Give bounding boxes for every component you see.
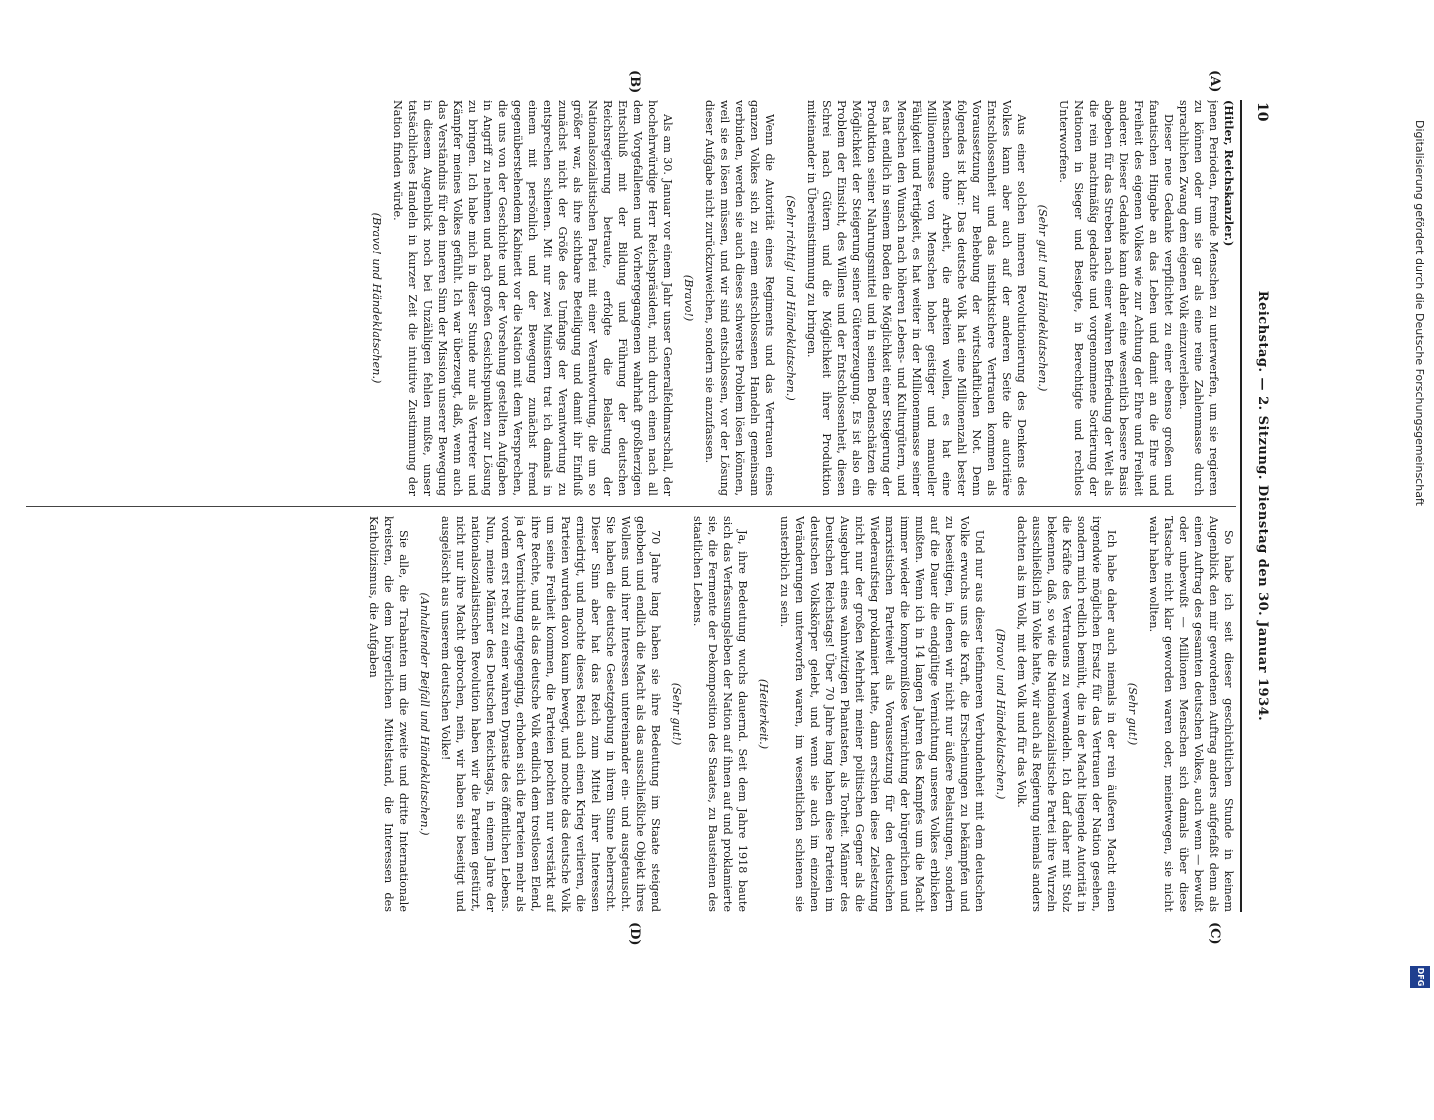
margin-letter-a: (A) bbox=[1207, 70, 1222, 93]
right-column bbox=[26, 516, 1236, 912]
interjection: (Sehr gut!) bbox=[1126, 682, 1139, 746]
paragraph: Und nur aus dieser tiefinneren Verbundenheit mit dem deutschen Volke erwuchs uns die Kraft, die Erscheinungen zu bekämpfen und zu beseitigen, in denen wir nicht nur äußere Belastungen, sondern auf die Dauer die endgültige Vernichtung unseres Volkes erblicken mußten. Wenn ich in 14 langen Jahren des Kampfes um die Macht immer wieder die kompromißlose Vernichtung der bürgerlichen und marxistischen Parteiwelt als Voraussetzung für den deutschen Wiederaufstieg proklamiert hatte, dann erschien diese Zielsetzung nicht nur der großen Mehrheit meiner politischen Gegner als die Ausgeburt eines wahnwitzigen Phantasten, als Torheit. Männer des Deutschen Reichstags! Über 70 Jahre lang haben diese Parteien im deutschen Volkskörper gelebt, und wenn sie auch im einzelnen Veränderungen unterworfen waren, im wesentlichen schienen sie unsterblich zu sein. bbox=[778, 516, 986, 912]
interjection: (Bravo!) bbox=[682, 274, 695, 322]
interjection: (Sehr gut! und Händeklatschen.) bbox=[1036, 204, 1049, 392]
paragraph: 70 Jahre lang haben sie ihre Bedeutung im Staate steigend gehoben und endlich die Macht als das ausschließliche Objekt ihres Wollens und ihrer Interessen untereinander ein- und ausgetauscht. Sie haben die deutsche Gesetzgebung in ihrem Sinne beherrscht. Dieser Sinn aber hat das Reich zum Mittel ihrer Interessen erniedrigt, und mochte dieses Reich auch einen Krieg verlieren, die Parteien wurden davon kaum bewegt, und mochte das deutsche Volk um seine Freiheit kommen, die Parteien pochten nur verstärkt auf ihre Rechte, und als das deutsche Volk endlich dem trostlosen Elend, ja der Vernichtung entgegenging, erhoben sich die Parteien mehr als vordem erst recht zu einer wahren Dynastie des öffentlichen Lebens. Nun, meine Männer des Deutschen Reichstags, in einem Jahre der nationalsozialistischen Revolution haben wir die Parteien gestürzt, nicht nur ihre Macht gebrochen, nein, wir haben sie beseitigt und ausgelöscht aus unserem deutschen Volke! bbox=[439, 516, 662, 912]
interjection: (Anhaltender Beifall und Händeklatschen.) bbox=[418, 592, 431, 836]
paragraph: Ich habe daher auch niemals in der rein äußeren Macht einen irgendwie möglichen Ersatz für das Vertrauen der Nation gesehen, sondern mich redlich bemüht, die in der Macht liegende Autorität in die Kräfte des Vertrauens zu verwandeln. Ich darf daher mit Stolz bekennen, daß, so wie die Nationalsozialistische Partei ihre Wurzeln ausschließlich im Volke hatte, wir auch als Regierung niemals anders dachten als im Volk, mit dem Volk und für das Volk. bbox=[1015, 516, 1118, 912]
digitization-credit: Digitalisierung gefördert durch die Deutsche Forschungsgemeinschaft bbox=[1413, 120, 1426, 506]
paragraph: Sie alle, die Trabanten um die zweite und dritte Internationale kreisten, die dem bürgerlichen Mittelstand, die Interessen des Katholizismus, die Aufgaben bbox=[367, 516, 410, 912]
paragraph: jenen Perioden, fremde Menschen zu unterwerfen, um sie regieren zu können oder um sie gar als eine reine Zahlenmasse durch sprachlichen Zwang dem eigenen Volk einzuverleiben. bbox=[1177, 100, 1220, 496]
column-divider bbox=[26, 506, 1236, 507]
paragraph: So habe ich seit dieser geschichtlichen Stunde in keinem Augenblick den mir gewordenen Auftrag anders aufgefaßt denn als einen Auftrag des gesamten deutschen Volkes, auch wenn — bewußt oder unbewußt — Millionen Menschen sich damals über diese Tatsache nicht klar geworden waren oder, meinetwegen, sie nicht wahr haben wollten. bbox=[1147, 516, 1235, 912]
interjection: (Heiterkeit.) bbox=[757, 678, 770, 750]
margin-letter-d: (D) bbox=[627, 922, 642, 946]
paragraph: Ja, ihre Bedeutung wuchs dauernd. Seit dem Jahre 1918 baute sich das Verfassungsleben der Nation auf ihnen auf und proklamierte sie, die Fermente der Dekomposition des Staates, zu Bausteinen des staatlichen Lebens. bbox=[691, 516, 749, 912]
page-header bbox=[1240, 100, 1282, 912]
margin-letter-c: (C) bbox=[1207, 922, 1222, 945]
interjection: (Bravo! und Händeklatschen.) bbox=[370, 212, 383, 384]
dfg-logo: DFG bbox=[1410, 966, 1430, 988]
left-column bbox=[26, 100, 1236, 496]
page-title: Reichstag. — 2. Sitzung. Dienstag den 30. Januar 1934. bbox=[1255, 290, 1270, 722]
page-number: 10 bbox=[1254, 102, 1270, 122]
document-page bbox=[22, 70, 1282, 946]
margin-letter-b: (B) bbox=[627, 70, 642, 94]
interjection: (Sehr richtig! und Händeklatschen.) bbox=[784, 195, 797, 401]
paragraph: Wenn die Autorität eines Regiments und das Vertrauen eines ganzen Volkes sich zu einem entschlossenen Handeln gemeinsam verbinden, werden sie auch dieses schwerste Problem lösen können, weil sie es lösen müssen, und wir sind entschlossen, vor der Lösung dieser Aufgabe nicht zurückzuweichen, sondern sie anzufassen. bbox=[703, 100, 776, 496]
paragraph: Aus einer solchen inneren Revolutionierung des Denkens des Volkes kann aber auch auf der anderen Seite die autoritäre Entschlossenheit und das instinktsichere Vertrauen kommen als Voraussetzung zur Behebung der wirtschaftlichen Not. Denn folgendes ist klar: Das deutsche Volk hat eine Millionenzahl bester Menschen ohne Arbeit, die arbeiten wollen, es hat eine Millionenmasse von Menschen hoher geistiger und manueller Fähigkeit und Fertigkeit, es hat weiter in der Millionenmasse seiner Menschen den Wunsch nach höheren Lebens- und Kulturgütern, und es hat endlich in seinem Boden die Möglichkeit einer Steigerung der Produktion seiner Nahrungsmittel und in seinen Bodenschätzen die Möglichkeit der Steigerung seiner Gütererzeugung. Es ist also ein Problem der Einsicht, des Willens und der Entschlossenheit, diesen Schrei nach Gütern und die Möglichkeit ihrer Produktion miteinander in Übereinstimmung zu bringen. bbox=[805, 100, 1028, 496]
speaker-label: (Hitler, Reichskanzler.) bbox=[1222, 100, 1236, 247]
paragraph: Dieser neue Gedanke verpflichtet zu einer ebenso großen und fanatischen Hingabe an das Leben und damit an die Ehre und Freiheit des eigenen Volkes wie zur Achtung der Ehre und Freiheit anderer. Dieser Gedanke kann daher eine wesentlich bessere Basis abgeben für das Streben nach einer wahren Befriedung der Welt als die rein machtmäßig gedachte und vorgenommene Sortierung der Nationen in Sieger und Besiegte, in Berechtigte und rechtlos Unterworfene. bbox=[1057, 100, 1175, 496]
interjection: (Sehr gut!) bbox=[670, 682, 683, 746]
paragraph: Als am 30. Januar vor einem Jahr unser Generalfeldmarschall, der hochehrwürdige Herr Reichspräsident, mich durch einen nach all dem Vorgefallenen und Vorhergegangenen wahrhaft großherzigen Entschluß mit der Bildung und Führung der deutschen Reichsregierung betraute, erfolgte die Belastung der Nationalsozialistischen Partei mit einer Verantwortung, die um so größer war, als ihre sichtbare Beteiligung und damit ihr Einfluß zunächst nicht der Größe des Umfangs der Verantwortung zu entsprechen schienen. Mit nur zwei Ministern trat ich damals in einem mit persönlich und der Bewegung zunächst fremd gegenüberstehendem Kabinett vor die Nation mit dem Versprechen, die uns von der Geschichte und der Vorsehung gestellten Aufgaben in Angriff zu nehmen und nach großen Gesichtspunkten zur Lösung zu bringen. Ich habe mich in dieser Stunde nur als Vertreter und Kämpfer meines Volkes gefühlt. Ich war überzeugt, daß, wenn auch das Verständnis für den inneren Sinn der Mission unserer Bewegung in diesem Augenblick noch bei Unzähligen fehlen mußte, unser tatsächliches Handeln in kurzer Zeit die intuitive Zustimmung der Nation finden würde. bbox=[391, 100, 674, 496]
interjection: (Bravo! und Händeklatschen.) bbox=[994, 628, 1007, 800]
